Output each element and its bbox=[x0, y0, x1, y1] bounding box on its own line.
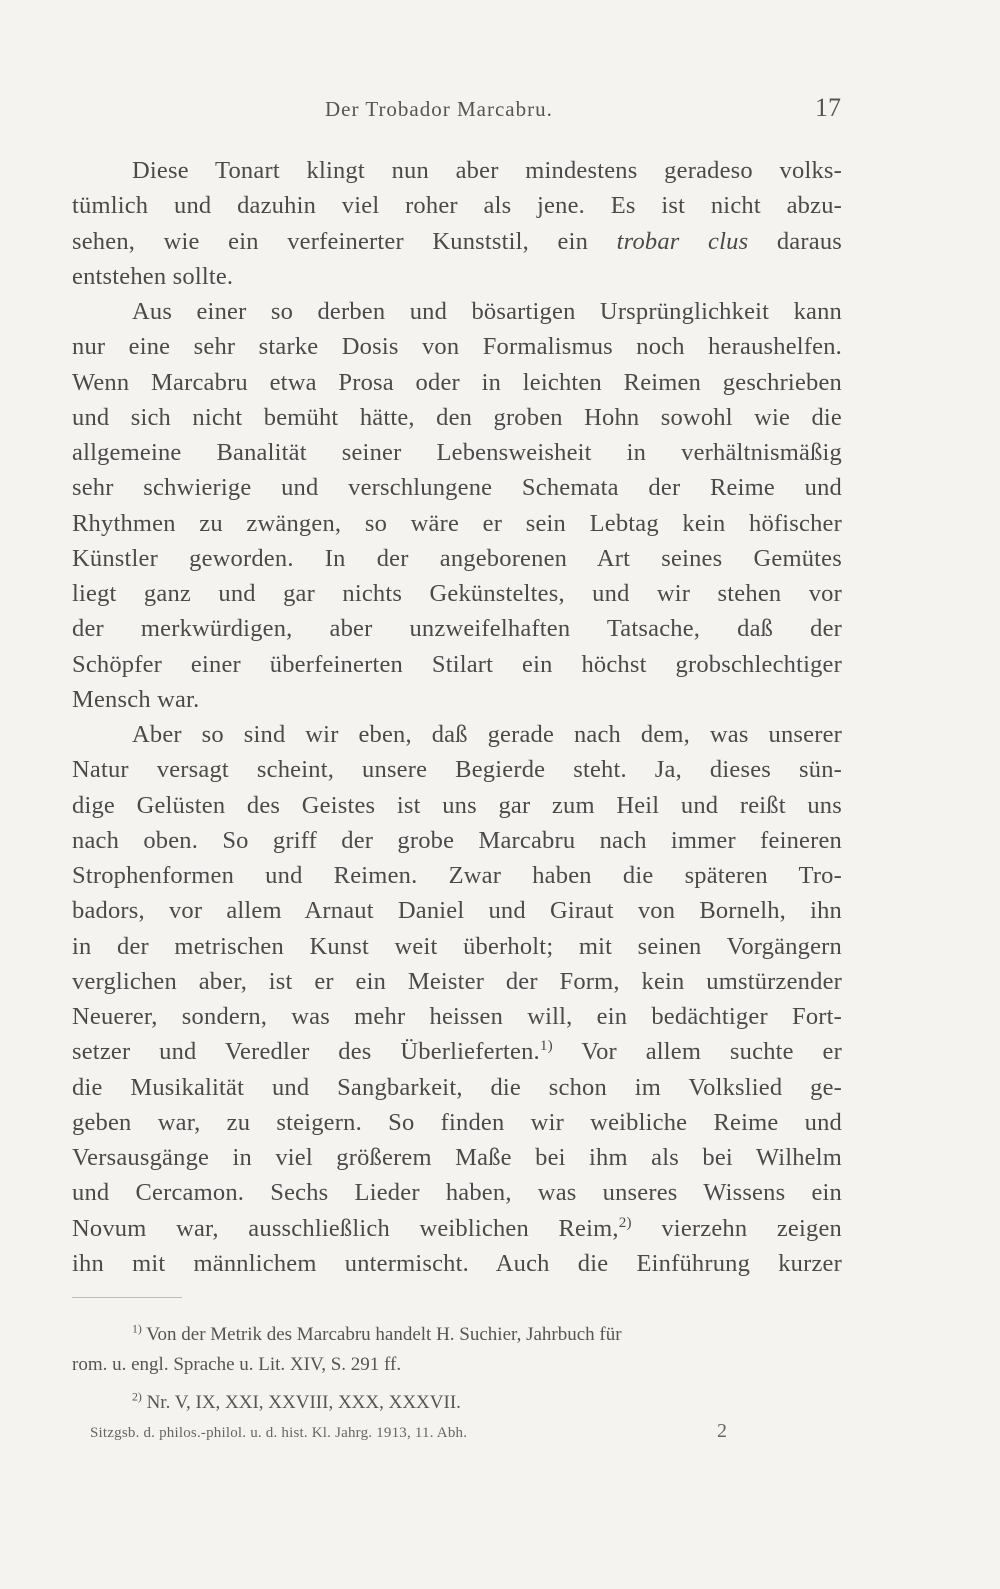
text-line: geben war, zu steigern. So finden wir weibliche Reime und bbox=[72, 1108, 842, 1136]
running-header-title: Der Trobador Marcabru. bbox=[325, 97, 553, 121]
text-line bbox=[72, 1211, 842, 1246]
text-line: ihn mit männlichem untermischt. Auch die Einführung kurzer bbox=[72, 1249, 842, 1277]
text-line: in der metrischen Kunst weit überholt; mit seinen Vorgängern bbox=[72, 932, 842, 960]
text-line-part: setzer und Veredler des Überlieferten. bbox=[72, 1038, 540, 1066]
text-line: allgemeine Banalität seiner Lebensweisheit in verhältnismäßig bbox=[72, 439, 842, 466]
text-line: Schöpfer einer überfeinerten Stilart ein höchst grobschlechtiger bbox=[72, 650, 842, 678]
text-line-part: sehen, wie ein verfeinerter Kunststil, ein bbox=[72, 227, 617, 255]
text-line: der merkwürdigen, aber unzweifelhaften Tatsache, daß der bbox=[72, 615, 842, 643]
footnote-line bbox=[72, 1388, 842, 1418]
text-line: dige Gelüsten des Geistes ist uns gar zum Heil und reißt uns bbox=[72, 791, 842, 819]
footnote-marker-1: 1) bbox=[539, 1037, 553, 1055]
text-line: Wenn Marcabru etwa Prosa oder in leichten Reimen geschrieben bbox=[72, 368, 842, 396]
page-number: 17 bbox=[815, 93, 841, 122]
text-line: Versausgänge in viel größerem Maße bei ihm als bei Wilhelm bbox=[72, 1144, 842, 1171]
footnote-line bbox=[72, 1320, 842, 1350]
text-line: Künstler geworden. In der angeborenen Art seines Gemütes bbox=[72, 544, 842, 572]
text-line: entstehen sollte. bbox=[72, 262, 234, 290]
text-line: und Cercamon. Sechs Lieder haben, was unseres Wissens ein bbox=[72, 1179, 842, 1207]
footnote-marker-1: 1) bbox=[132, 1322, 142, 1336]
text-line: Aber so sind wir eben, daß gerade nach dem, was unserer bbox=[132, 721, 842, 748]
text-line: liegt ganz und gar nichts Gekünsteltes, und wir stehen vor bbox=[72, 580, 842, 607]
text-line: verglichen aber, ist er ein Meister der Form, kein umstürzender bbox=[72, 967, 842, 995]
footnote-text: Nr. V, IX, XXI, XXVIII, XXX, XXXVII. bbox=[146, 1392, 461, 1413]
text-line: und sich nicht bemüht hätte, den groben Hohn sowohl wie die bbox=[72, 403, 842, 431]
text-line: nur eine sehr starke Dosis von Formalismus noch heraushelfen. bbox=[72, 333, 842, 361]
text-line: Natur versagt scheint, unsere Begierde steht. Ja, dieses sün- bbox=[72, 756, 842, 784]
text-line: badors, vor allem Arnaut Daniel und Giraut von Bornelh, ihn bbox=[72, 897, 842, 925]
text-line: Strophenformen und Reimen. Zwar haben die späteren Tro- bbox=[72, 862, 842, 889]
sheet-number: 2 bbox=[717, 1420, 727, 1442]
text-line: sehr schwierige und verschlungene Schemata der Reime und bbox=[72, 474, 842, 502]
footnote-text: Von der Metrik des Marcabru handelt H. Suchier, Jahrbuch für bbox=[146, 1324, 622, 1345]
text-line-part: Vor allem suchte er bbox=[581, 1038, 842, 1066]
text-line: Rhythmen zu zwängen, so wäre er sein Lebtag kein höfischer bbox=[72, 509, 842, 537]
text-line-part: daraus bbox=[748, 227, 843, 255]
printer-signature: Sitzgsb. d. philos.-philol. u. d. hist. Kl. Jahrg. 1913, 11. Abh. bbox=[90, 1425, 468, 1441]
footnote-line: rom. u. engl. Sprache u. Lit. XIV, S. 291 ff. bbox=[72, 1354, 402, 1375]
footnotes bbox=[72, 1320, 842, 1418]
main-text bbox=[72, 153, 842, 1281]
text-line: Mensch war. bbox=[72, 685, 200, 713]
text-line: die Musikalität und Sangbarkeit, die schon im Volkslied ge- bbox=[72, 1073, 842, 1101]
text-line: tümlich und dazuhin viel roher als jene. Es ist nicht abzu- bbox=[72, 192, 842, 220]
text-line bbox=[72, 1034, 842, 1069]
text-line: Diese Tonart klingt nun aber mindestens geradeso volks- bbox=[132, 157, 842, 184]
footnote-marker-2: 2) bbox=[132, 1390, 142, 1404]
text-line: Aus einer so derben und bösartigen Ursprünglichkeit kann bbox=[132, 298, 842, 325]
footnote-divider bbox=[72, 1297, 182, 1298]
text-line-part: Novum war, ausschließlich weiblichen Reim, bbox=[72, 1214, 619, 1242]
text-line bbox=[72, 224, 842, 259]
text-line: nach oben. So griff der grobe Marcabru nach immer feineren bbox=[72, 826, 842, 854]
footnote-marker-2: 2) bbox=[618, 1213, 632, 1231]
italic-phrase: trobar clus bbox=[616, 227, 749, 255]
text-line: Neuerer, sondern, was mehr heissen will, ein bedächtiger Fort- bbox=[72, 1003, 842, 1030]
text-line-part: vierzehn zeigen bbox=[661, 1214, 842, 1242]
